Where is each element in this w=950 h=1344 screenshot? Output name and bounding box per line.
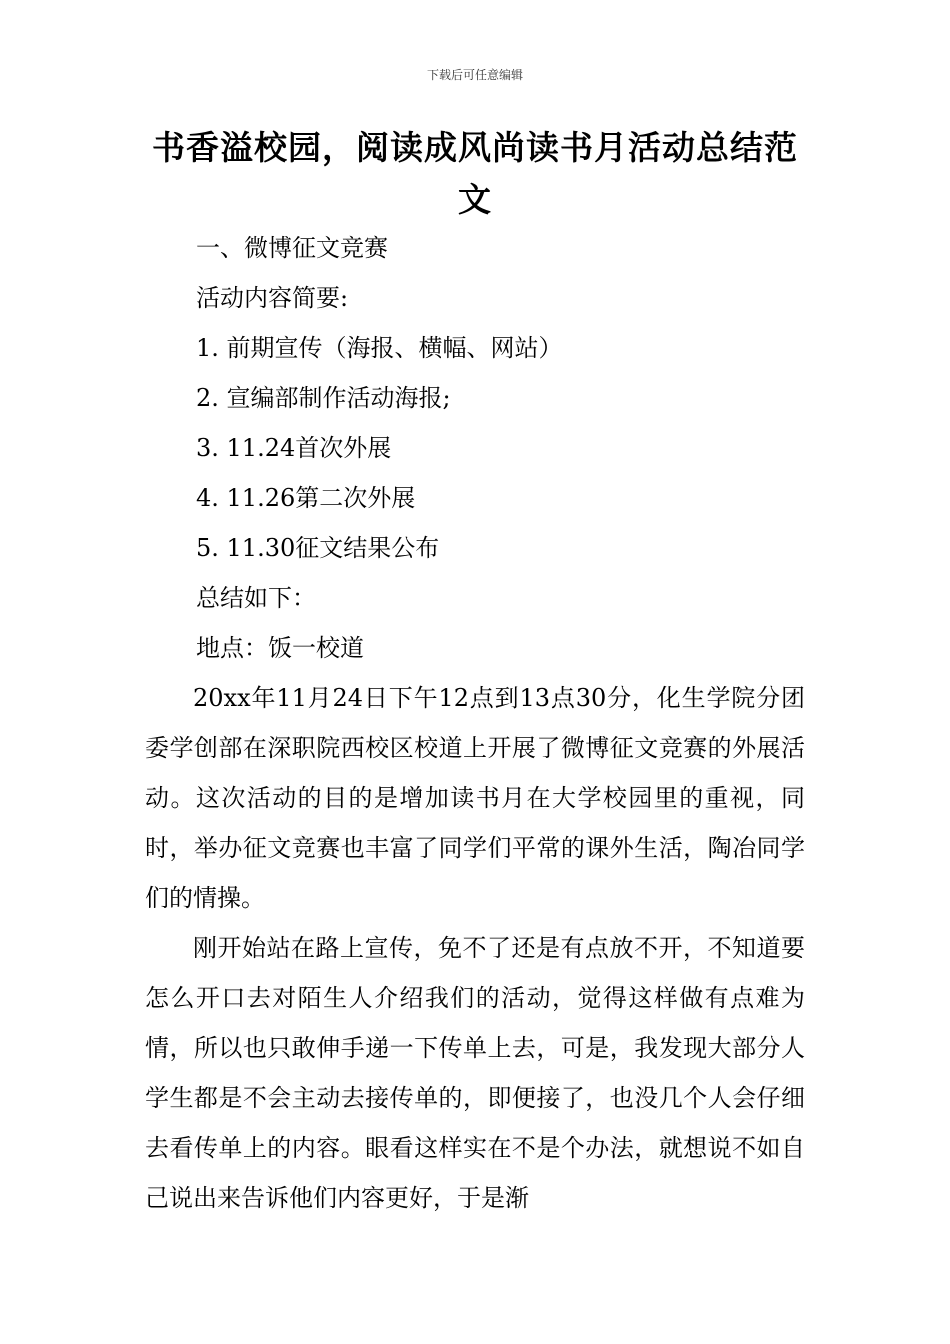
body-paragraph: 刚开始站在路上宣传，免不了还是有点放不开，不知道要怎么开口去对陌生人介绍我们的活动，觉得这样做有点难为情，所以也只敢伸手递一下传单上去，可是，我发现大部分人学生都是不会主动去接传单的，即便接了，也没几个人会仔细去看传单上的内容。眼看这样实在不是个办法，就想说不如自己说出来告诉他们内容更好，于是渐 xyxy=(145,934,805,1212)
summary-label: 活动内容简要: xyxy=(196,284,349,312)
list-item: 5. 11.30征文结果公布 xyxy=(196,534,440,562)
location-line: 地点：饭一校道 xyxy=(196,634,364,662)
body-paragraph: 20xx年11月24日下午12点到13点30分，化生学院分团委学创部在深职院西校区校道上开展了微博征文竞赛的外展活动。这次活动的目的是增加读书月在大学校园里的重视，同时，举办征文竞赛也丰富了同学们平常的课外生活，陶冶同学们的情操。 xyxy=(145,684,805,912)
conclusion-label: 总结如下： xyxy=(196,584,316,612)
list-item: 4. 11.26第二次外展 xyxy=(196,484,416,512)
list-item: 1. 前期宣传（海报、横幅、网站） xyxy=(196,334,563,362)
document-title: 书香溢校园，阅读成风尚读书月活动总结范文 xyxy=(152,128,798,219)
list-item: 3. 11.24首次外展 xyxy=(196,434,392,462)
section-heading: 一、微博征文竞赛 xyxy=(196,234,388,262)
list-item: 2. 宣编部制作活动海报; xyxy=(196,384,451,412)
header-note: 下载后可任意编辑 xyxy=(426,68,523,82)
